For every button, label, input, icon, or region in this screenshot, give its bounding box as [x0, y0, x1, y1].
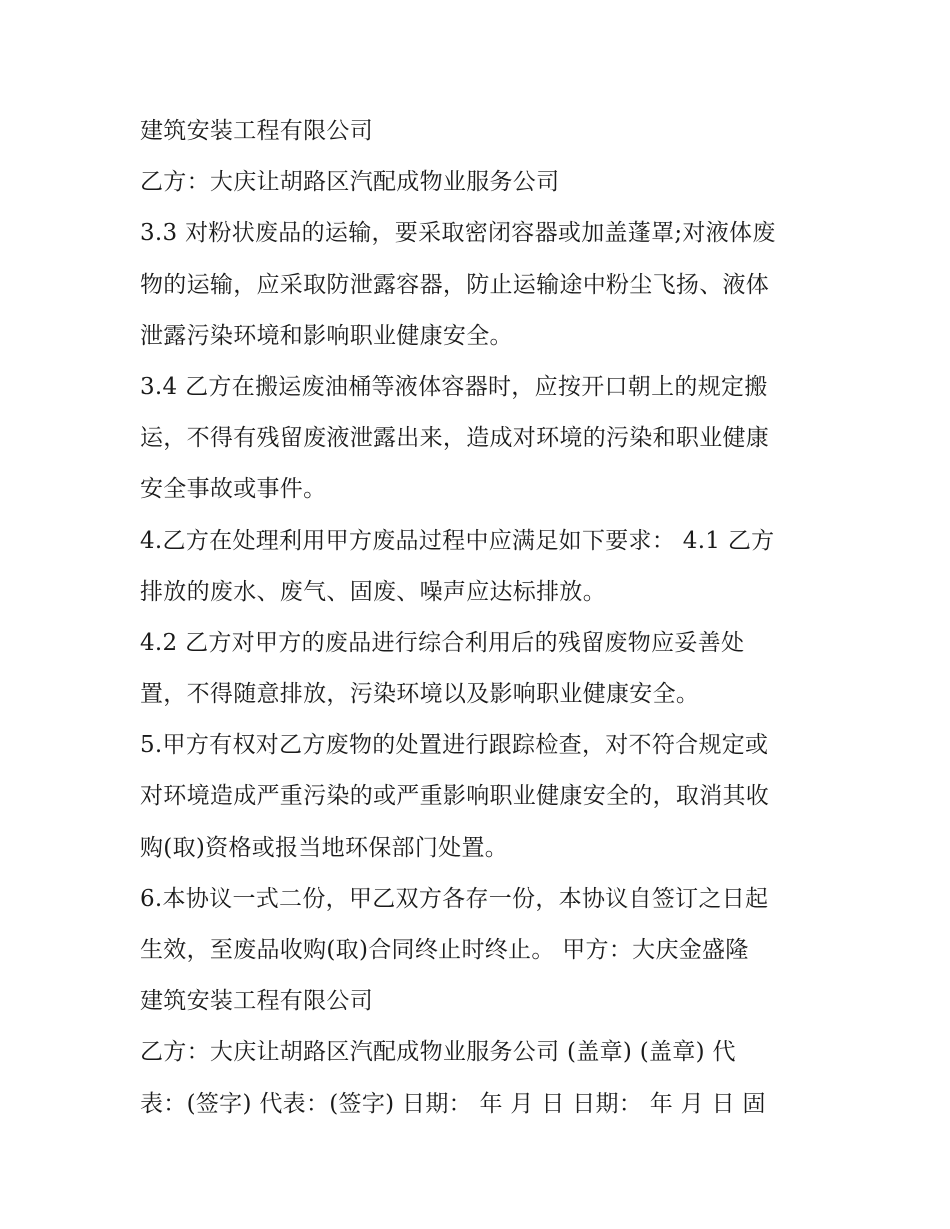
text-line: 6.本协议一式二份，甲乙双方各存一份，本协议自签订之日起: [140, 885, 769, 912]
text-line: 表：(签字) 代表：(签字) 日期： 年 月 日 日期： 年 月 日 固: [140, 1090, 766, 1117]
text-line: 排放的废水、废气、固废、噪声应达标排放。: [140, 578, 606, 605]
text-line: 5.甲方有权对乙方废物的处置进行跟踪检查，对不符合规定或: [140, 732, 769, 759]
text-line: 建筑安装工程有限公司: [140, 988, 373, 1015]
text-line: 生效，至废品收购(取)合同终止时终止。 甲方：大庆金盛隆: [140, 937, 749, 963]
text-line: 运，不得有残留废液泄露出来，造成对环境的污染和职业健康: [140, 425, 770, 452]
text-line: 物的运输，应采取防泄露容器，防止运输途中粉尘飞扬、液体: [140, 271, 770, 298]
text-line: 置，不得随意排放，污染环境以及影响职业健康安全。: [140, 681, 700, 708]
text-line: 安全事故或事件。: [140, 476, 327, 503]
text-line: 建筑安装工程有限公司: [140, 118, 373, 144]
document-body: [140, 106, 820, 1130]
text-line: 3.3 对粉状废品的运输，要采取密闭容器或加盖蓬罩;对液体废: [140, 220, 776, 247]
text-line: 3.4 乙方在搬运废油桶等液体容器时，应按开口朝上的规定搬: [140, 373, 768, 400]
text-line: 泄露污染环境和影响职业健康安全。: [140, 322, 513, 349]
text-line: 对环境造成严重污染的或严重影响职业健康安全的，取消其收: [140, 783, 770, 810]
text-line: 乙方：大庆让胡路区汽配成物业服务公司: [140, 169, 560, 196]
text-line: 4.2 乙方对甲方的废品进行综合利用后的残留废物应妥善处: [140, 629, 745, 656]
text-line: 购(取)资格或报当地环保部门处置。: [140, 834, 509, 861]
text-line: 乙方：大庆让胡路区汽配成物业服务公司 (盖章) (盖章) 代: [140, 1039, 736, 1066]
text-line: 4.乙方在处理利用甲方废品过程中应满足如下要求： 4.1 乙方: [140, 527, 775, 554]
